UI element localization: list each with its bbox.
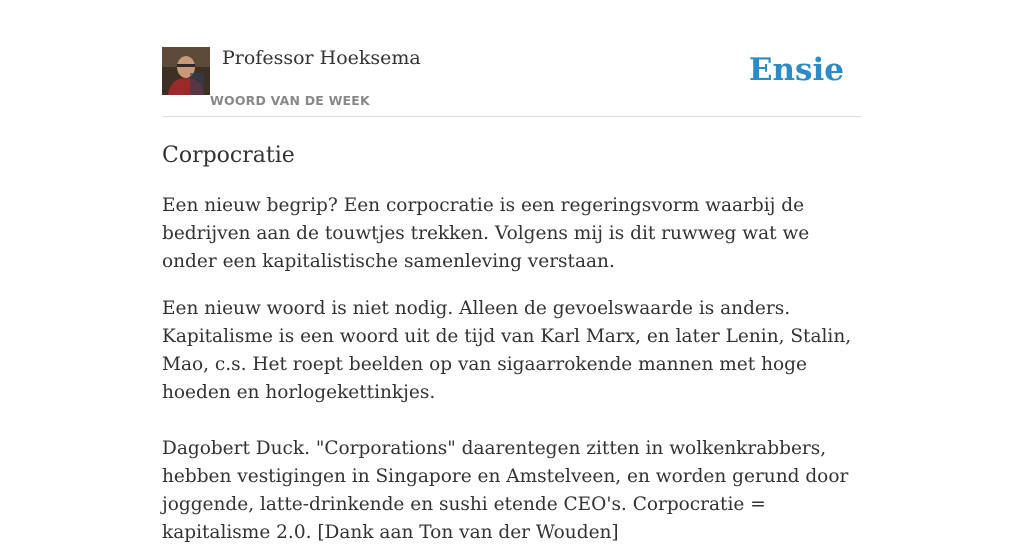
author-name[interactable]: Professor Hoeksema — [222, 47, 421, 69]
article-paragraph: Een nieuw woord is niet nodig. Alleen de gevoelswaarde is anders. Kapitalisme is een woord uit de tijd van Karl Marx, en later Lenin, Stalin, Mao, c.s. Het roept beelden op van sigaarrokende mannen met hoge hoeden en horlogekettinkjes. — [162, 298, 852, 403]
article-paragraph: Dagobert Duck. "Corporations" daarentegen zitten in wolkenkrabbers, hebben vestigingen in Singapore en Amstelveen, en worden gerund door joggende, latte-drinkende en sushi etende CEO's. Corpocratie = kapitalisme 2.0. [Dank aan Ton van der Wouden] — [162, 438, 849, 543]
avatar[interactable] — [162, 47, 210, 95]
article-title: Corpocratie — [162, 143, 295, 168]
avatar-photo-icon — [162, 47, 210, 95]
article-header — [162, 46, 862, 117]
article-paragraph: Een nieuw begrip? Een corpocratie is een regeringsvorm waarbij de bedrijven aan de touwtjes trekken. Volgens mij is dit ruwweg wat we onder een kapitalistische samenleving verstaan. — [162, 195, 810, 272]
article-container — [162, 46, 862, 547]
brand-logo[interactable]: Ensie — [748, 52, 844, 88]
category-label: WOORD VAN DE WEEK — [210, 93, 370, 108]
